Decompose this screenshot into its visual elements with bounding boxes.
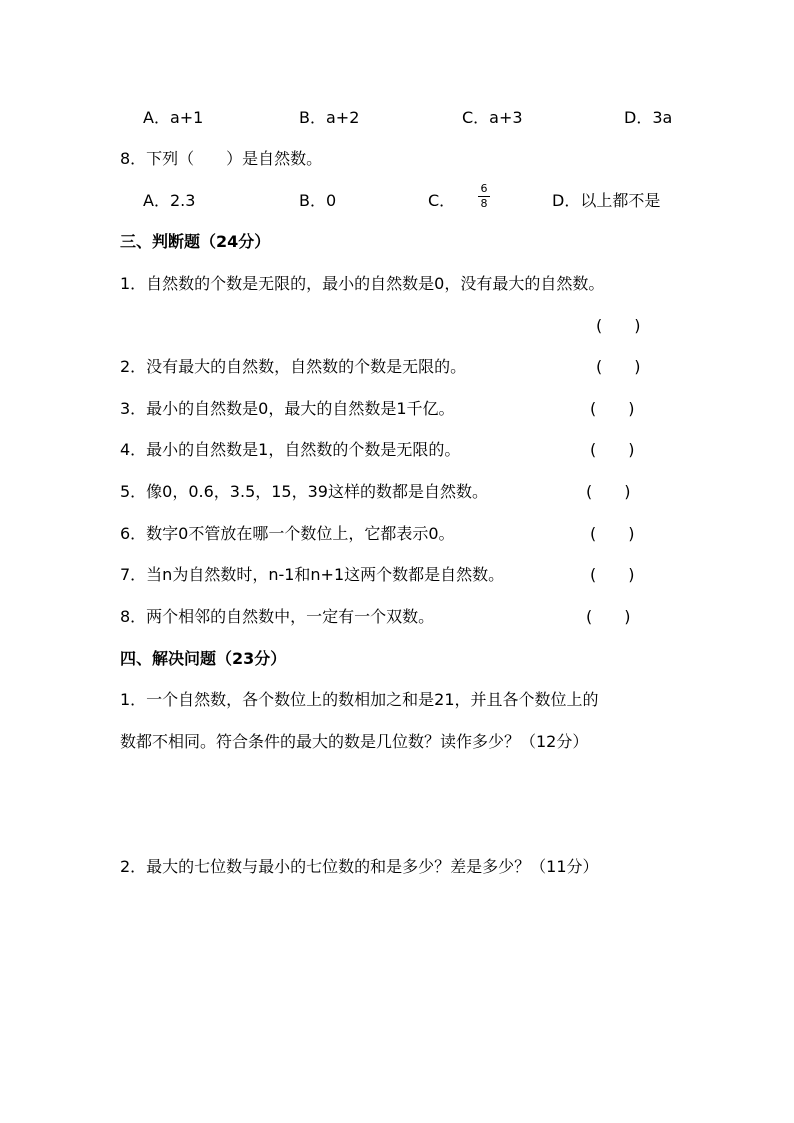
judge-item-4: 4．最小的自然数是1，自然数的个数是无限的。 — [120, 440, 461, 459]
problem-1-line-2: 数都不相同。符合条件的最大的数是几位数？读作多少？（12分） — [120, 732, 589, 751]
q8-option-d: D．以上都不是 — [552, 191, 661, 210]
q7-option-d: D．3a — [624, 108, 673, 127]
section4-title: 四、解决问题（23分） — [120, 649, 287, 668]
q7-option-b: B．a+2 — [299, 108, 360, 127]
q8-option-c-fraction — [477, 183, 491, 210]
judge-answer-blank-3[interactable]: ( ) — [590, 399, 635, 418]
judge-item-8: 8．两个相邻的自然数中，一定有一个双数。 — [120, 607, 435, 626]
q7-option-c: C．a+3 — [462, 108, 523, 127]
judge-answer-blank-8[interactable]: ( ) — [586, 607, 631, 626]
problem-1-line-1: 1．一个自然数，各个数位上的数相加之和是21，并且各个数位上的 — [120, 690, 599, 709]
q8-option-c: C． — [428, 191, 456, 210]
judge-item-7: 7．当n为自然数时，n-1和n+1这两个数都是自然数。 — [120, 565, 505, 584]
judge-answer-blank-6[interactable]: ( ) — [590, 524, 635, 543]
judge-answer-blank-4[interactable]: ( ) — [590, 440, 635, 459]
problem-2: 2．最大的七位数与最小的七位数的和是多少？差是多少？（11分） — [120, 857, 599, 876]
judge-answer-blank-2[interactable]: ( ) — [596, 357, 641, 376]
judge-item-2: 2．没有最大的自然数，自然数的个数是无限的。 — [120, 357, 467, 376]
fraction-numerator: 6 — [480, 182, 488, 195]
q8-option-b: B．0 — [299, 191, 337, 210]
q8-stem: 8．下列（ ）是自然数。 — [120, 149, 323, 168]
q7-option-a: A．a+1 — [143, 108, 204, 127]
section3-title: 三、判断题（24分） — [120, 232, 271, 251]
q8-option-a: A．2.3 — [143, 191, 196, 210]
judge-item-1: 1．自然数的个数是无限的，最小的自然数是0，没有最大的自然数。 — [120, 274, 605, 293]
judge-answer-blank-5[interactable]: ( ) — [586, 482, 631, 501]
judge-answer-blank-7[interactable]: ( ) — [590, 565, 635, 584]
fraction-denominator: 8 — [480, 197, 488, 210]
judge-item-6: 6．数字0不管放在哪一个数位上，它都表示0。 — [120, 524, 455, 543]
judge-item-3: 3．最小的自然数是0，最大的自然数是1千亿。 — [120, 399, 455, 418]
judge-answer-blank-1[interactable]: ( ) — [596, 316, 641, 335]
judge-item-5: 5．像0，0.6，3.5，15，39这样的数都是自然数。 — [120, 482, 488, 501]
